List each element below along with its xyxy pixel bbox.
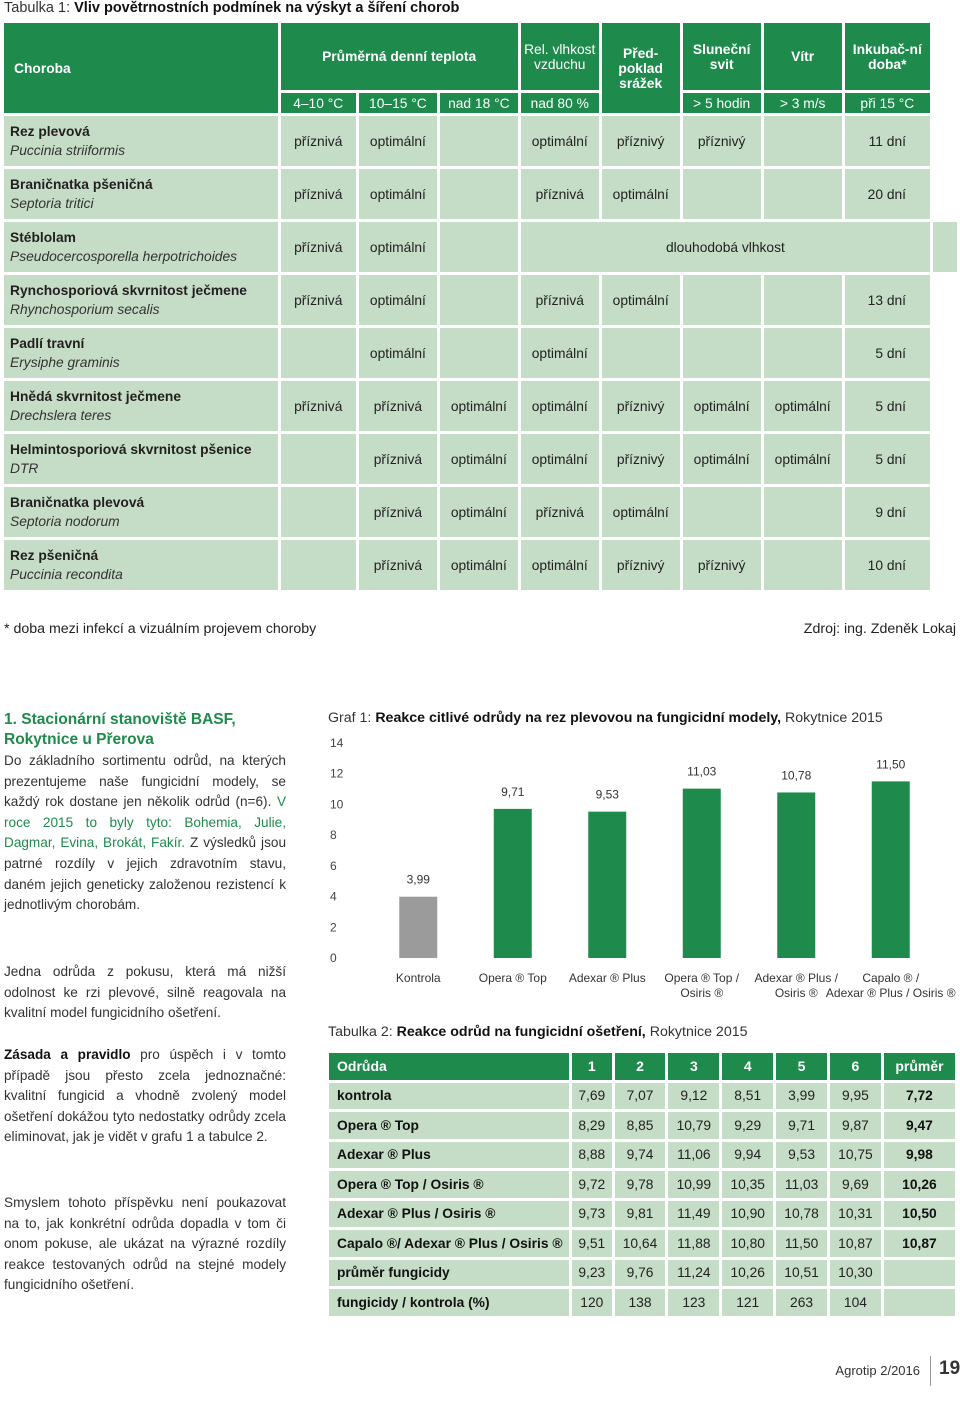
condition-cell: příznivý bbox=[683, 540, 761, 590]
condition-cell: optimální bbox=[764, 381, 842, 431]
table2-cell: 10,51 bbox=[776, 1260, 827, 1287]
table2-cell: 10,80 bbox=[722, 1230, 773, 1257]
disease-name: Braničnatka pšeničná bbox=[10, 177, 153, 192]
table2-header-cell: 3 bbox=[668, 1053, 719, 1080]
disease-row bbox=[4, 328, 957, 378]
condition-cell: příznivá bbox=[521, 275, 599, 325]
table2-cell: 120 bbox=[572, 1289, 612, 1316]
header-rain: Před-poklad srážek bbox=[602, 23, 680, 113]
y-tick-label: 10 bbox=[330, 797, 344, 812]
table2-cell: 9,71 bbox=[776, 1112, 827, 1139]
table2-caption: Tabulka 2: Reakce odrůd na fungicidní ošetření, Rokytnice 2015 bbox=[328, 1024, 748, 1040]
category-label: Opera ® Top / bbox=[664, 971, 740, 985]
condition-cell bbox=[764, 169, 842, 219]
header-incubation: Inkubač-ní doba* bbox=[845, 23, 930, 90]
header-wind: Vítr bbox=[764, 23, 842, 90]
header-temp: Průměrná denní teplota bbox=[281, 23, 518, 90]
condition-cell: 5 dní bbox=[845, 381, 930, 431]
table2-cell: 121 bbox=[722, 1289, 773, 1316]
condition-cell: příznivá bbox=[281, 116, 356, 166]
y-tick-label: 12 bbox=[330, 766, 344, 781]
table2-header-cell: 1 bbox=[572, 1053, 612, 1080]
chart-title: Graf 1: Reakce citlivé odrůdy na rez plevovou na fungicidní modely, Rokytnice 2015 bbox=[328, 710, 883, 726]
condition-cell: optimální bbox=[683, 434, 761, 484]
table2-cell: 8,85 bbox=[615, 1112, 666, 1139]
table2-cell: 10,87 bbox=[884, 1230, 955, 1257]
condition-cell bbox=[440, 275, 518, 325]
table2-row bbox=[329, 1083, 955, 1110]
disease-latin-name: Septoria nodorum bbox=[10, 514, 120, 529]
table2-cell: 7,07 bbox=[615, 1083, 666, 1110]
table2-cell: 8,51 bbox=[722, 1083, 773, 1110]
condition-cell: dlouhodobá vlhkost bbox=[521, 222, 930, 272]
fungicide-bar-chart bbox=[326, 728, 960, 1008]
condition-cell bbox=[440, 222, 518, 272]
bar-value-label: 3,99 bbox=[406, 872, 430, 887]
table2-cell: 9,53 bbox=[776, 1142, 827, 1169]
table2-cell: 10,30 bbox=[830, 1260, 881, 1287]
condition-cell: 11 dní bbox=[845, 116, 930, 166]
condition-cell: optimální bbox=[521, 381, 599, 431]
condition-cell: 5 dní bbox=[845, 328, 930, 378]
table1-caption: Tabulka 1: Vliv povětrnostních podmínek na výskyt a šíření chorob bbox=[4, 0, 460, 16]
disease-row bbox=[4, 169, 957, 219]
table2-cell: kontrola bbox=[329, 1083, 569, 1110]
article-paragraph: Zásada a pravidlo pro úspěch i v tomto případě jsou přesto zcela jednoznačné: kvalitní fungicid a vhodně zvolený model ošetření dokážou tyto nedostatky odrůdy zcela eliminovat, jak je vidět v grafu 1 a tabulce 2. bbox=[4, 1047, 286, 1145]
condition-cell bbox=[281, 328, 356, 378]
table2-cell: Opera ® Top bbox=[329, 1112, 569, 1139]
disease-name: Rez plevová bbox=[10, 124, 90, 139]
table2-cell: 8,29 bbox=[572, 1112, 612, 1139]
disease-name: Rynchosporiová skvrnitost ječmene bbox=[10, 283, 247, 298]
disease-latin-name: Drechslera teres bbox=[10, 408, 112, 423]
condition-cell: optimální bbox=[359, 169, 437, 219]
condition-cell: příznivá bbox=[521, 169, 599, 219]
condition-cell bbox=[683, 328, 761, 378]
table2-row bbox=[329, 1230, 955, 1257]
disease-name: Stéblolam bbox=[10, 230, 76, 245]
y-tick-label: 2 bbox=[330, 920, 337, 935]
condition-cell: optimální bbox=[359, 328, 437, 378]
table2-cell: 10,87 bbox=[830, 1230, 881, 1257]
condition-cell: optimální bbox=[440, 381, 518, 431]
condition-cell: příznivá bbox=[281, 169, 356, 219]
disease-row bbox=[4, 116, 957, 166]
table2-row bbox=[329, 1201, 955, 1228]
table2-cell: 9,69 bbox=[830, 1171, 881, 1198]
table2-cell: 9,87 bbox=[830, 1112, 881, 1139]
disease-name: Rez pšeničná bbox=[10, 548, 99, 563]
table2-cell: průměr fungicidy bbox=[329, 1260, 569, 1287]
category-label: Adexar ® Plus / bbox=[754, 971, 839, 985]
table2-cell: 11,49 bbox=[668, 1201, 719, 1228]
table2-header-cell: Odrůda bbox=[329, 1053, 569, 1080]
condition-cell bbox=[440, 169, 518, 219]
table2-cell: 10,99 bbox=[668, 1171, 719, 1198]
category-label: Adexar ® Plus bbox=[568, 971, 646, 985]
condition-cell: optimální bbox=[602, 487, 680, 537]
disease-name-cell bbox=[4, 169, 278, 219]
category-label: Capalo ® / bbox=[862, 971, 920, 985]
condition-cell: příznivá bbox=[359, 381, 437, 431]
bar bbox=[588, 812, 626, 958]
condition-cell bbox=[281, 540, 356, 590]
condition-cell bbox=[933, 222, 957, 272]
condition-cell bbox=[440, 328, 518, 378]
article-paragraph: Smyslem tohoto příspěvku není poukazovat na to, jak konkrétní odrůda dopadla v tom či onom pokuse, ale ukázat na výrazné rozdíly reakce testovaných odrůd na stejné modely fungicidního ošetření. bbox=[4, 1195, 286, 1293]
disease-row bbox=[4, 222, 957, 272]
table2-cell: 9,29 bbox=[722, 1112, 773, 1139]
table2-header-cell: 5 bbox=[776, 1053, 827, 1080]
condition-cell bbox=[683, 169, 761, 219]
disease-row bbox=[4, 540, 957, 590]
table2-cell: 3,99 bbox=[776, 1083, 827, 1110]
disease-name-cell bbox=[4, 434, 278, 484]
category-label: Opera ® Top bbox=[478, 971, 547, 985]
condition-cell bbox=[602, 328, 680, 378]
disease-latin-name: Pseudocercosporella herpotrichoides bbox=[10, 249, 238, 264]
table2-header-cell: 6 bbox=[830, 1053, 881, 1080]
table2-header-cell: 4 bbox=[722, 1053, 773, 1080]
condition-cell bbox=[683, 275, 761, 325]
condition-cell: optimální bbox=[440, 487, 518, 537]
table2-cell: 123 bbox=[668, 1289, 719, 1316]
table2-cell: 9,73 bbox=[572, 1201, 612, 1228]
disease-row bbox=[4, 381, 957, 431]
condition-cell: 13 dní bbox=[845, 275, 930, 325]
condition-cell: příznivá bbox=[281, 222, 356, 272]
table2-cell: 9,76 bbox=[615, 1260, 666, 1287]
table2-cell: 263 bbox=[776, 1289, 827, 1316]
condition-cell: optimální bbox=[521, 540, 599, 590]
table2-cell: 9,47 bbox=[884, 1112, 955, 1139]
table2-cell: 10,31 bbox=[830, 1201, 881, 1228]
category-label: Osiris ® bbox=[774, 986, 818, 1000]
table2-cell: 11,88 bbox=[668, 1230, 719, 1257]
table2-cell: 9,94 bbox=[722, 1142, 773, 1169]
journal-name: Agrotip 2/2016 bbox=[835, 1363, 920, 1378]
condition-cell: optimální bbox=[359, 116, 437, 166]
disease-latin-name: Rhynchosporium secalis bbox=[10, 302, 160, 317]
condition-cell: příznivá bbox=[521, 487, 599, 537]
header-sun: Sluneční svit bbox=[683, 23, 761, 90]
table2-cell: 9,51 bbox=[572, 1230, 612, 1257]
table2-cell: Opera ® Top / Osiris ® bbox=[329, 1171, 569, 1198]
condition-cell: příznivá bbox=[281, 381, 356, 431]
disease-name: Padlí travní bbox=[10, 336, 85, 351]
subheader: 10–15 °C bbox=[359, 93, 437, 113]
condition-cell: příznivá bbox=[359, 434, 437, 484]
condition-cell bbox=[764, 328, 842, 378]
table1-source: Zdroj: ing. Zdeněk Lokaj bbox=[803, 621, 956, 637]
table2-header-cell: 2 bbox=[615, 1053, 666, 1080]
condition-cell bbox=[764, 275, 842, 325]
disease-name-cell bbox=[4, 487, 278, 537]
table2-cell: Adexar ® Plus bbox=[329, 1142, 569, 1169]
table2-cell: 10,90 bbox=[722, 1201, 773, 1228]
condition-cell: optimální bbox=[521, 434, 599, 484]
condition-cell: 9 dní bbox=[845, 487, 930, 537]
table2-cell: 10,26 bbox=[884, 1171, 955, 1198]
subheader: při 15 °C bbox=[845, 93, 930, 113]
disease-latin-name: Puccinia striiformis bbox=[10, 143, 125, 158]
y-tick-label: 6 bbox=[330, 858, 337, 873]
bar bbox=[494, 809, 532, 958]
condition-cell bbox=[764, 540, 842, 590]
bar-value-label: 9,71 bbox=[501, 784, 525, 799]
table2-cell: 9,74 bbox=[615, 1142, 666, 1169]
subheader: > 3 m/s bbox=[764, 93, 842, 113]
condition-cell bbox=[440, 116, 518, 166]
bar-value-label: 11,03 bbox=[687, 764, 717, 779]
condition-cell: příznivá bbox=[359, 540, 437, 590]
table2-header-cell: průměr bbox=[884, 1053, 955, 1080]
table2-cell: Adexar ® Plus / Osiris ® bbox=[329, 1201, 569, 1228]
condition-cell: 10 dní bbox=[845, 540, 930, 590]
table2-row bbox=[329, 1260, 955, 1287]
table2-cell: 11,03 bbox=[776, 1171, 827, 1198]
condition-cell bbox=[281, 487, 356, 537]
table2-cell: 8,88 bbox=[572, 1142, 612, 1169]
condition-cell: optimální bbox=[683, 381, 761, 431]
condition-cell: optimální bbox=[359, 222, 437, 272]
variety-response-table bbox=[326, 1050, 958, 1319]
table2-row bbox=[329, 1289, 955, 1316]
subheader: 4–10 °C bbox=[281, 93, 356, 113]
table2-cell: 9,98 bbox=[884, 1142, 955, 1169]
table2-cell: 11,06 bbox=[668, 1142, 719, 1169]
table1-note: * doba mezi infekcí a vizuálním projevem choroby bbox=[4, 621, 317, 637]
table2-cell: 7,69 bbox=[572, 1083, 612, 1110]
subheader: nad 18 °C bbox=[440, 93, 518, 113]
bar-value-label: 9,53 bbox=[595, 787, 619, 802]
condition-cell: optimální bbox=[359, 275, 437, 325]
condition-cell: příznivý bbox=[602, 540, 680, 590]
header-humidity: Rel. vlhkost vzduchu bbox=[521, 23, 599, 90]
disease-latin-name: Erysiphe graminis bbox=[10, 355, 120, 370]
table2-cell: 10,26 bbox=[722, 1260, 773, 1287]
disease-row bbox=[4, 434, 957, 484]
table2-cell: 9,81 bbox=[615, 1201, 666, 1228]
table2-cell: 10,64 bbox=[615, 1230, 666, 1257]
bar-value-label: 11,50 bbox=[876, 757, 906, 772]
disease-row bbox=[4, 275, 957, 325]
article-heading: 1. Stacionární stanoviště BASF, Rokytnice u Přerova bbox=[4, 711, 236, 748]
table2-cell bbox=[884, 1289, 955, 1316]
table2-cell: 9,72 bbox=[572, 1171, 612, 1198]
table2-row bbox=[329, 1142, 955, 1169]
bar bbox=[683, 789, 721, 958]
disease-name-cell bbox=[4, 222, 278, 272]
table2-row bbox=[329, 1171, 955, 1198]
table2-row bbox=[329, 1112, 955, 1139]
table2-cell: 9,95 bbox=[830, 1083, 881, 1110]
table2-cell: 7,72 bbox=[884, 1083, 955, 1110]
disease-name: Helmintosporiová skvrnitost pšenice bbox=[10, 442, 252, 457]
disease-latin-name: Puccinia recondita bbox=[10, 567, 123, 582]
disease-name-cell bbox=[4, 328, 278, 378]
condition-cell: optimální bbox=[764, 434, 842, 484]
category-label: Adexar ® Plus / Osiris ® bbox=[825, 986, 956, 1000]
table2-cell: 10,50 bbox=[884, 1201, 955, 1228]
condition-cell: příznivý bbox=[602, 116, 680, 166]
condition-cell: optimální bbox=[602, 169, 680, 219]
category-label: Kontrola bbox=[395, 971, 441, 985]
category-label: Osiris ® bbox=[680, 986, 724, 1000]
article-paragraph: Do základního sortimentu odrůd, na kterých prezentujeme naše fungicidní modely, se každý rok dostane jen několik odrůd (n=6). V roce 2015 to byly tyto: Bohemia, Julie, Dagmar, Evina, Brokát, Fakír. Z výsledků jsou patrné rozdíly v jejich zdravotním stavu, daném jejich geneticky založenou rezistencí k jednotlivým chorobám. bbox=[4, 753, 287, 913]
y-tick-label: 8 bbox=[330, 828, 337, 843]
disease-name-cell bbox=[4, 540, 278, 590]
table2-cell: 11,24 bbox=[668, 1260, 719, 1287]
table2-cell: fungicidy / kontrola (%) bbox=[329, 1289, 569, 1316]
subheader: > 5 hodin bbox=[683, 93, 761, 113]
condition-cell: příznivý bbox=[602, 381, 680, 431]
condition-cell: optimální bbox=[440, 434, 518, 484]
table2-cell bbox=[884, 1260, 955, 1287]
condition-cell: optimální bbox=[521, 328, 599, 378]
table2-cell: 9,12 bbox=[668, 1083, 719, 1110]
condition-cell: 20 dní bbox=[845, 169, 930, 219]
condition-cell: optimální bbox=[602, 275, 680, 325]
disease-name: Braničnatka plevová bbox=[10, 495, 145, 510]
table2-cell: 11,50 bbox=[776, 1230, 827, 1257]
y-tick-label: 14 bbox=[330, 736, 344, 750]
condition-cell bbox=[764, 116, 842, 166]
disease-name-cell bbox=[4, 275, 278, 325]
condition-cell bbox=[281, 434, 356, 484]
header-disease: Choroba bbox=[4, 23, 278, 113]
condition-cell: příznivá bbox=[359, 487, 437, 537]
bar bbox=[872, 781, 910, 958]
table2-cell: 104 bbox=[830, 1289, 881, 1316]
y-tick-label: 4 bbox=[330, 889, 337, 904]
table2-cell: 10,75 bbox=[830, 1142, 881, 1169]
table2-cell: 9,23 bbox=[572, 1260, 612, 1287]
bar-value-label: 10,78 bbox=[781, 768, 812, 783]
footer-divider bbox=[930, 1356, 931, 1386]
disease-name-cell bbox=[4, 116, 278, 166]
table2-cell: 10,78 bbox=[776, 1201, 827, 1228]
condition-cell: optimální bbox=[440, 540, 518, 590]
disease-row bbox=[4, 487, 957, 537]
condition-cell bbox=[683, 487, 761, 537]
disease-weather-table bbox=[1, 20, 960, 593]
disease-latin-name: DTR bbox=[10, 461, 39, 476]
condition-cell: optimální bbox=[521, 116, 599, 166]
condition-cell bbox=[764, 487, 842, 537]
condition-cell: příznivý bbox=[602, 434, 680, 484]
condition-cell: příznivá bbox=[281, 275, 356, 325]
disease-latin-name: Septoria tritici bbox=[10, 196, 94, 211]
table2-cell: 9,78 bbox=[615, 1171, 666, 1198]
bar bbox=[777, 792, 815, 958]
table2-cell: 10,35 bbox=[722, 1171, 773, 1198]
table2-header bbox=[329, 1053, 955, 1080]
table2-cell: 10,79 bbox=[668, 1112, 719, 1139]
page-number: 19 bbox=[939, 1358, 960, 1379]
table2-cell: 138 bbox=[615, 1289, 666, 1316]
y-tick-label: 0 bbox=[330, 951, 337, 965]
condition-cell: příznivý bbox=[683, 116, 761, 166]
subheader: nad 80 % bbox=[521, 93, 599, 113]
disease-name: Hnědá skvrnitost ječmene bbox=[10, 389, 181, 404]
article-paragraph: Jedna odrůda z pokusu, která má nižší odolnost ke rzi plevové, silně reagovala na kvalitní model fungicidního ošetření. bbox=[4, 964, 286, 1021]
bar bbox=[399, 897, 437, 958]
table2-cell: Capalo ®/ Adexar ® Plus / Osiris ® bbox=[329, 1230, 569, 1257]
condition-cell: 5 dní bbox=[845, 434, 930, 484]
disease-name-cell bbox=[4, 381, 278, 431]
